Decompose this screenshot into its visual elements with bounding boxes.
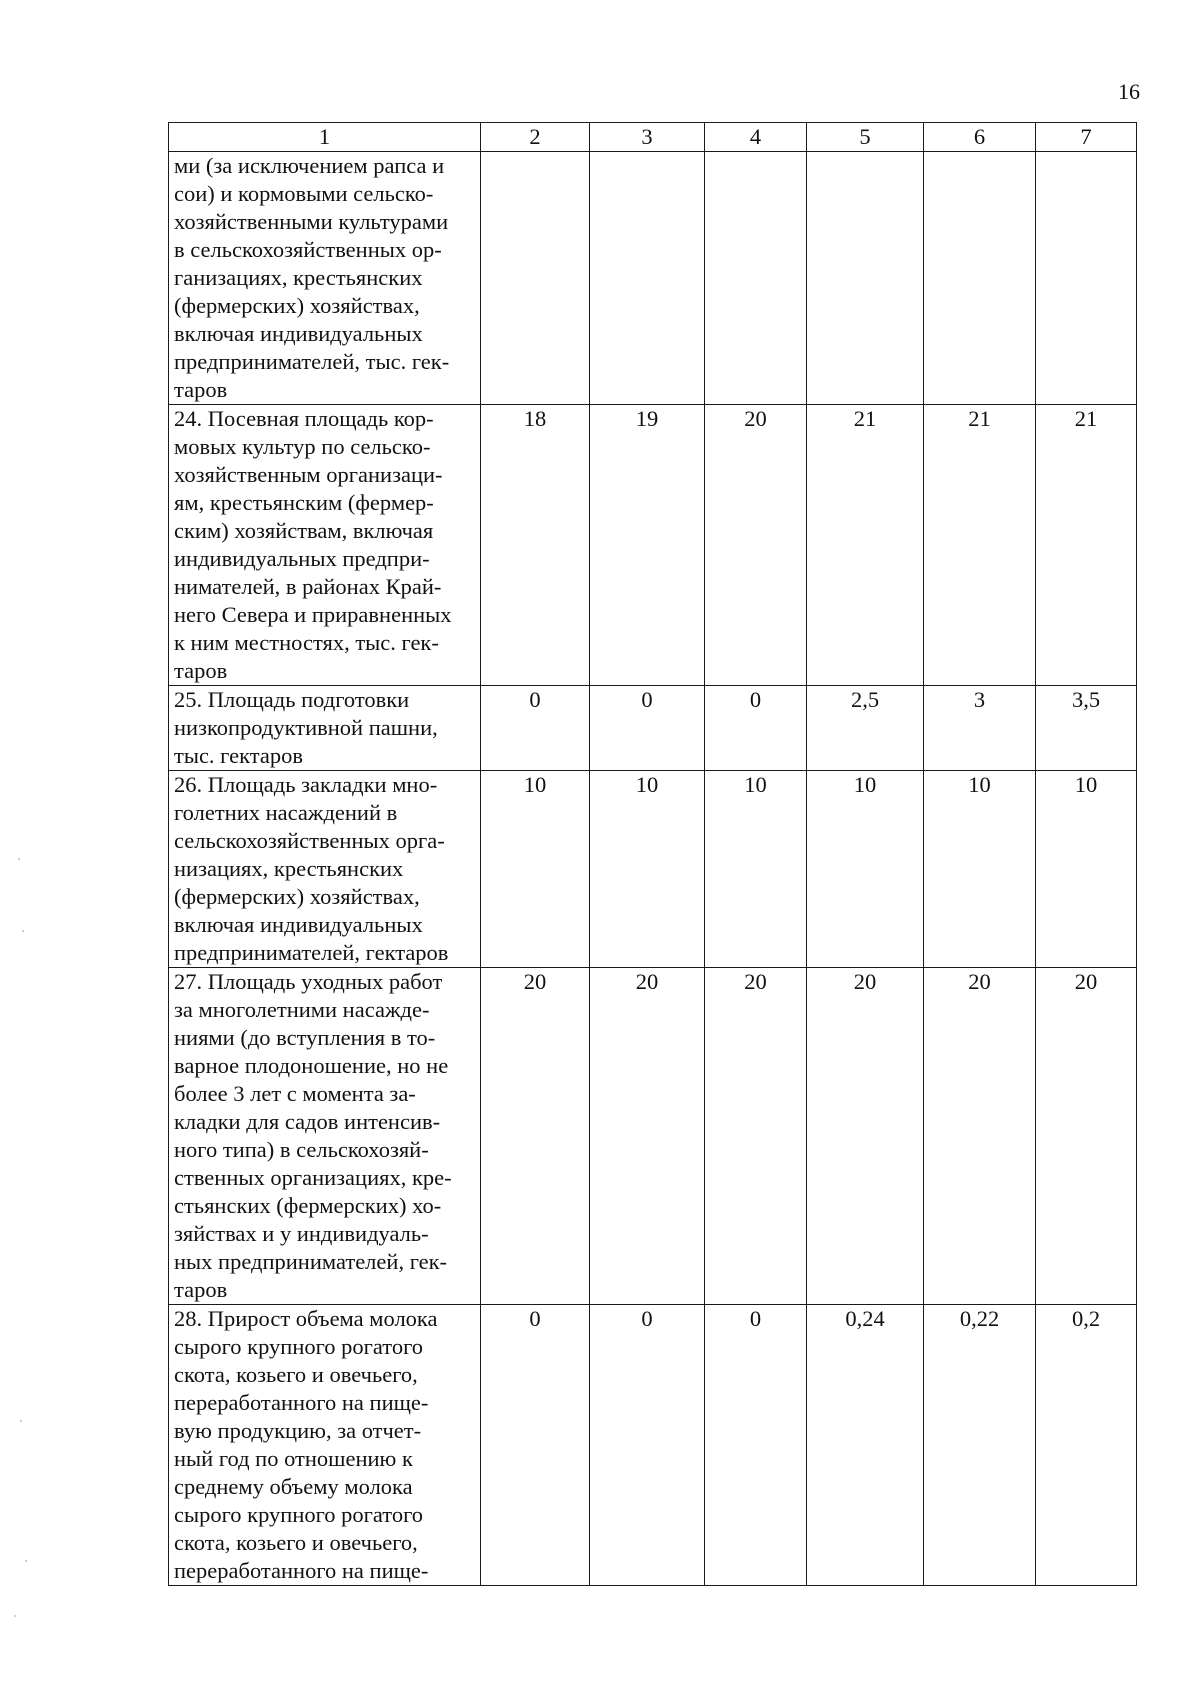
value-cell-col-4: 20 (705, 968, 807, 1305)
value-cell-col-6: 21 (924, 405, 1036, 686)
description-line: хозяйственным организаци- (174, 462, 443, 487)
description-line: ниями (до вступления в то- (174, 1025, 436, 1050)
description-line: ный год по отношению к (174, 1446, 413, 1471)
description-line: ям, крестьянским (фермер- (174, 490, 434, 515)
value-cell-col-7: 21 (1036, 405, 1137, 686)
description-line: ским) хозяйствам, включая (174, 518, 434, 543)
value-cell-col-2: 10 (481, 771, 590, 968)
header-col-2: 2 (481, 123, 590, 152)
description-line: скота, козьего и овечьего, (174, 1362, 418, 1387)
value-cell-col-6 (924, 152, 1036, 405)
description-line: ми (за исключением рапса и (174, 153, 445, 178)
scan-speck (25, 1560, 27, 1562)
description-line: сельскохозяйственных орга- (174, 828, 445, 853)
description-line: (фермерских) хозяйствах, (174, 884, 420, 909)
description-line: ственных организациях, кре- (174, 1165, 452, 1190)
table-row (169, 405, 1137, 686)
value-cell-col-6: 20 (924, 968, 1036, 1305)
value-cell-col-2: 0 (481, 686, 590, 771)
indicator-description (169, 405, 481, 686)
value-cell-col-3: 20 (590, 968, 705, 1305)
description-line: скота, козьего и овечьего, (174, 1530, 418, 1555)
description-line: кладки для садов интенсив- (174, 1109, 441, 1134)
value-cell-col-3: 0 (590, 1305, 705, 1586)
header-col-5: 5 (807, 123, 924, 152)
table-row (169, 152, 1137, 405)
value-cell-col-3 (590, 152, 705, 405)
indicator-description (169, 1305, 481, 1586)
value-cell-col-2: 20 (481, 968, 590, 1305)
value-cell-col-3: 0 (590, 686, 705, 771)
value-cell-col-2 (481, 152, 590, 405)
description-line: в сельскохозяйственных ор- (174, 237, 442, 262)
table-row (169, 1305, 1137, 1586)
description-line: низкопродуктивной пашни, (174, 715, 438, 740)
value-cell-col-6: 3 (924, 686, 1036, 771)
value-cell-col-5: 21 (807, 405, 924, 686)
value-cell-col-4: 20 (705, 405, 807, 686)
value-cell-col-5: 2,5 (807, 686, 924, 771)
description-line: включая индивидуальных (174, 321, 423, 346)
description-line: мовых культур по сельско- (174, 434, 431, 459)
header-col-6: 6 (924, 123, 1036, 152)
description-line: включая индивидуальных (174, 912, 423, 937)
description-line: среднему объему молока (174, 1474, 413, 1499)
table-row (169, 686, 1137, 771)
description-line: вую продукцию, за отчет- (174, 1418, 422, 1443)
indicator-description (169, 968, 481, 1305)
table-row (169, 968, 1137, 1305)
description-line: тыс. гектаров (174, 743, 303, 768)
value-cell-col-7: 10 (1036, 771, 1137, 968)
description-line: низациях, крестьянских (174, 856, 404, 881)
description-line: к ним местностях, тыс. гек- (174, 630, 439, 655)
description-line: нимателей, в районах Край- (174, 574, 442, 599)
description-line: индивидуальных предпри- (174, 546, 430, 571)
value-cell-col-3: 19 (590, 405, 705, 686)
description-line: ганизациях, крестьянских (174, 265, 423, 290)
value-cell-col-4: 0 (705, 1305, 807, 1586)
description-line: голетних насаждений в (174, 800, 398, 825)
indicator-description (169, 686, 481, 771)
value-cell-col-5 (807, 152, 924, 405)
description-line: предпринимателей, тыс. гек- (174, 349, 450, 374)
description-line: 27. Площадь уходных работ (174, 969, 443, 994)
description-line: зяйствах и у индивидуаль- (174, 1221, 429, 1246)
description-line: более 3 лет с момента за- (174, 1081, 416, 1106)
scan-speck (20, 1420, 22, 1422)
description-line: 28. Прирост объема молока (174, 1306, 438, 1331)
value-cell-col-6: 10 (924, 771, 1036, 968)
description-line: 25. Площадь подготовки (174, 687, 410, 712)
description-line: варное плодоношение, но не (174, 1053, 449, 1078)
description-line: таров (174, 1277, 228, 1302)
table-row (169, 771, 1137, 968)
value-cell-col-7: 0,2 (1036, 1305, 1137, 1586)
value-cell-col-2: 0 (481, 1305, 590, 1586)
indicator-description (169, 152, 481, 405)
description-line: стьянских (фермерских) хо- (174, 1193, 442, 1218)
value-cell-col-4: 0 (705, 686, 807, 771)
value-cell-col-5: 20 (807, 968, 924, 1305)
header-col-1: 1 (169, 123, 481, 152)
header-col-4: 4 (705, 123, 807, 152)
scan-speck (14, 1615, 16, 1617)
value-cell-col-5: 10 (807, 771, 924, 968)
value-cell-col-4: 10 (705, 771, 807, 968)
value-cell-col-2: 18 (481, 405, 590, 686)
value-cell-col-4 (705, 152, 807, 405)
header-col-7: 7 (1036, 123, 1137, 152)
value-cell-col-3: 10 (590, 771, 705, 968)
header-col-3: 3 (590, 123, 705, 152)
description-line: (фермерских) хозяйствах, (174, 293, 420, 318)
page-number: 16 (1118, 79, 1140, 104)
description-line: него Севера и приравненных (174, 602, 452, 627)
scan-speck (22, 930, 24, 932)
description-line: предпринимателей, гектаров (174, 940, 449, 965)
description-line: сырого крупного рогатого (174, 1502, 423, 1527)
description-line: сои) и кормовыми сельско- (174, 181, 434, 206)
description-line: 24. Посевная площадь кор- (174, 406, 434, 431)
description-line: ного типа) в сельскохозяй- (174, 1137, 429, 1162)
description-line: сырого крупного рогатого (174, 1334, 423, 1359)
value-cell-col-5: 0,24 (807, 1305, 924, 1586)
description-line: переработанного на пище- (174, 1390, 429, 1415)
description-line: таров (174, 658, 228, 683)
value-cell-col-6: 0,22 (924, 1305, 1036, 1586)
indicator-description (169, 771, 481, 968)
scan-speck (18, 858, 20, 860)
description-line: таров (174, 377, 228, 402)
description-line: ных предпринимателей, гек- (174, 1249, 448, 1274)
table-body (169, 152, 1137, 1586)
value-cell-col-7: 20 (1036, 968, 1137, 1305)
description-line: за многолетними насажде- (174, 997, 430, 1022)
value-cell-col-7: 3,5 (1036, 686, 1137, 771)
header-row (169, 123, 1137, 152)
description-line: переработанного на пище- (174, 1558, 429, 1583)
indicators-table (168, 122, 1137, 1586)
description-line: хозяйственными культурами (174, 209, 449, 234)
table-header (169, 123, 1137, 152)
value-cell-col-7 (1036, 152, 1137, 405)
description-line: 26. Площадь закладки мно- (174, 772, 438, 797)
